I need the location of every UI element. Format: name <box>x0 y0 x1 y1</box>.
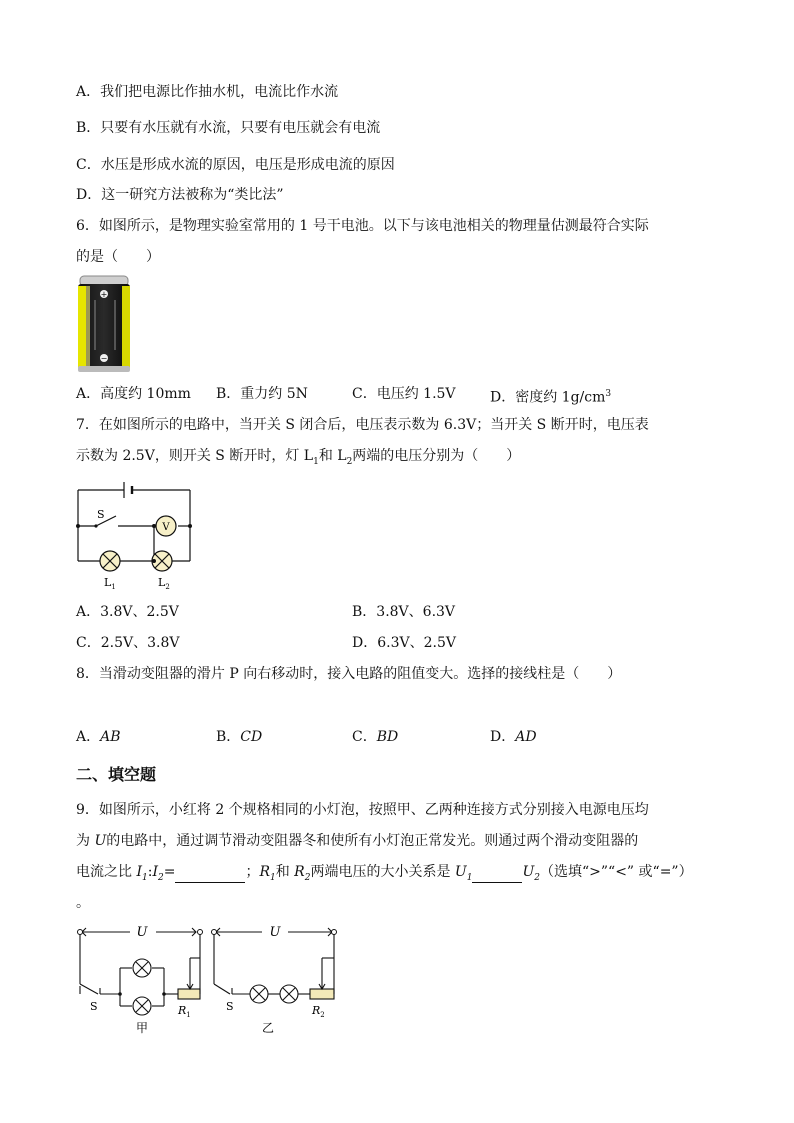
q9-line3-u2-sub: 2 <box>534 872 540 883</box>
q9-line3-i1-sub: 1 <box>141 872 148 883</box>
q9-stem-line2 <box>76 831 638 851</box>
q9-line3-hint: （选填“>”“<” 或“=”） <box>540 864 693 880</box>
q8-option-b-label: B． <box>216 729 241 745</box>
q9-jia-r1-sub: 1 <box>186 1011 191 1019</box>
q7-fig-l1-label <box>104 576 116 591</box>
q9-circuit-jia <box>72 918 212 1040</box>
q7-fig-l2-sub: 2 <box>165 583 170 591</box>
q7-line2-pre: 示数为 2.5V，则开关 S 断开时，灯 L <box>76 448 314 464</box>
q8-option-b-value: CD <box>240 729 263 745</box>
q7-fig-switch-label: S <box>97 508 105 521</box>
q6-option-b: B．重力约 5N <box>216 386 308 402</box>
battery-image <box>74 274 134 374</box>
q9-stem-line4: 。 <box>76 895 90 911</box>
q5-option-b: B．只要有水压就有水流，只要有电压就会有电流 <box>76 120 381 136</box>
q7-stem-line1: 7．在如图所示的电路中，当开关 S 闭合后，电压表示数为 6.3V；当开关 S 断开时，电压表 <box>76 417 649 433</box>
q6-option-d-text: D．密度约 1g/cm <box>490 389 606 406</box>
q9-stem-line3 <box>76 862 693 888</box>
q8-option-d-value: AD <box>515 729 537 745</box>
q9-jia-label: 甲 <box>135 1021 149 1035</box>
q9-yi-label: 乙 <box>261 1021 275 1035</box>
battery-minus-mark: − <box>100 354 108 363</box>
q9-line2-post: 的电路中，通过调节滑动变阻器冬和使所有小灯泡正常发光。则通过两个滑动变阻器的 <box>106 833 639 849</box>
q9-jia-switch-label: S <box>90 1000 98 1013</box>
q9-line3-i2: I <box>152 864 158 880</box>
q7-fig-voltmeter-label: V <box>162 522 170 533</box>
q9-line3-r1: R <box>259 864 270 880</box>
q6-option-d <box>490 384 611 408</box>
q9-line3-and: 和 <box>275 864 295 880</box>
q9-answer-blank-2[interactable] <box>472 862 522 883</box>
q9-yi-voltage-label: U <box>269 925 281 940</box>
q8-option-d <box>490 727 537 747</box>
q9-answer-blank-1[interactable] <box>175 862 245 883</box>
q5-option-a: A．我们把电源比作抽水机，电流比作水流 <box>76 84 339 100</box>
q7-stem-line2 <box>76 446 520 472</box>
battery-plus-mark: + <box>100 290 108 299</box>
q8-option-c-label: C． <box>352 729 377 745</box>
q8-option-c <box>352 727 398 747</box>
q8-option-a-value: AB <box>100 729 121 745</box>
q9-jia-r1-letter: R <box>178 1004 187 1017</box>
q6-option-d-sup: 3 <box>605 389 612 399</box>
q7-line2-post: 两端的电压分别为（ ） <box>352 448 521 464</box>
q6-option-c: C．电压约 1.5V <box>352 386 456 402</box>
q9-line3-semi: ； <box>245 864 260 880</box>
q7-fig-l2-letter: L <box>158 576 166 589</box>
q7-fig-l1-sub: 1 <box>111 583 116 591</box>
q8-option-d-label: D． <box>490 729 516 745</box>
q9-line3-eq: = <box>163 864 176 880</box>
q6-stem-line2: 的是（ ） <box>76 249 160 265</box>
q5-option-c: C．水压是形成水流的原因，电压是形成电流的原因 <box>76 157 395 173</box>
q9-yi-r2-sub: 2 <box>320 1011 325 1019</box>
q7-line2-mid: 和 L <box>318 448 347 464</box>
q9-yi-r2-letter: R <box>312 1004 321 1017</box>
q9-line3-pre: 电流之比 <box>76 864 137 880</box>
q7-circuit-diagram <box>72 478 202 593</box>
q9-circuit-yi <box>210 918 350 1040</box>
q9-yi-switch-label: S <box>226 1000 234 1013</box>
q8-option-a <box>76 727 121 747</box>
q9-jia-voltage-label: U <box>136 925 148 940</box>
q8-option-c-value: BD <box>376 729 399 745</box>
q9-jia-r1-label <box>177 1004 191 1019</box>
q9-stem-line1: 9．如图所示，小红将 2 个规格相同的小灯泡，按照甲、乙两种连接方式分别接入电源电压均 <box>76 802 649 818</box>
q9-line3-r1-sub: 1 <box>269 872 276 883</box>
q7-fig-l2-label <box>158 576 170 591</box>
q8-option-b <box>216 727 262 747</box>
q6-option-a: A．高度约 10mm <box>76 386 191 402</box>
q7-option-c: C．2.5V、3.8V <box>76 635 180 651</box>
section-heading: 二、填空题 <box>76 765 157 784</box>
q9-line3-i1: I <box>136 864 142 880</box>
q7-option-a: A．3.8V、2.5V <box>76 604 179 620</box>
q9-line3-r2-sub: 2 <box>304 872 311 883</box>
q9-line3-u1: U <box>454 864 467 880</box>
q8-stem: 8．当滑动变阻器的滑片 P 向右移动时，接入电路的阻值变大。选择的接线柱是（ ） <box>76 666 622 682</box>
q9-line3-r2: R <box>294 864 305 880</box>
q9-line3-u1-sub: 1 <box>466 872 473 883</box>
q5-option-d: D．这一研究方法被称为“类比法” <box>76 187 284 203</box>
q9-line3-colon: : <box>147 864 153 880</box>
q9-yi-r2-label <box>311 1004 325 1019</box>
q9-line3-u2: U <box>522 864 535 880</box>
q7-fig-l1-letter: L <box>104 576 112 589</box>
q7-option-d: D．6.3V、2.5V <box>352 635 456 651</box>
q8-option-a-label: A． <box>76 729 101 745</box>
q6-stem-line1: 6．如图所示，是物理实验室常用的 1 号干电池。以下与该电池相关的物理量估测最符合实际 <box>76 218 649 234</box>
q7-line2-sub1: 1 <box>313 456 319 467</box>
q9-line3-mid: 两端电压的大小关系是 <box>310 864 455 880</box>
q7-line2-sub2: 2 <box>346 456 353 467</box>
q7-option-b: B．3.8V、6.3V <box>352 604 456 620</box>
q9-line3-i2-sub: 2 <box>157 872 164 883</box>
q9-line2-pre: 为 <box>76 833 95 849</box>
q9-line2-u: U <box>94 833 107 849</box>
